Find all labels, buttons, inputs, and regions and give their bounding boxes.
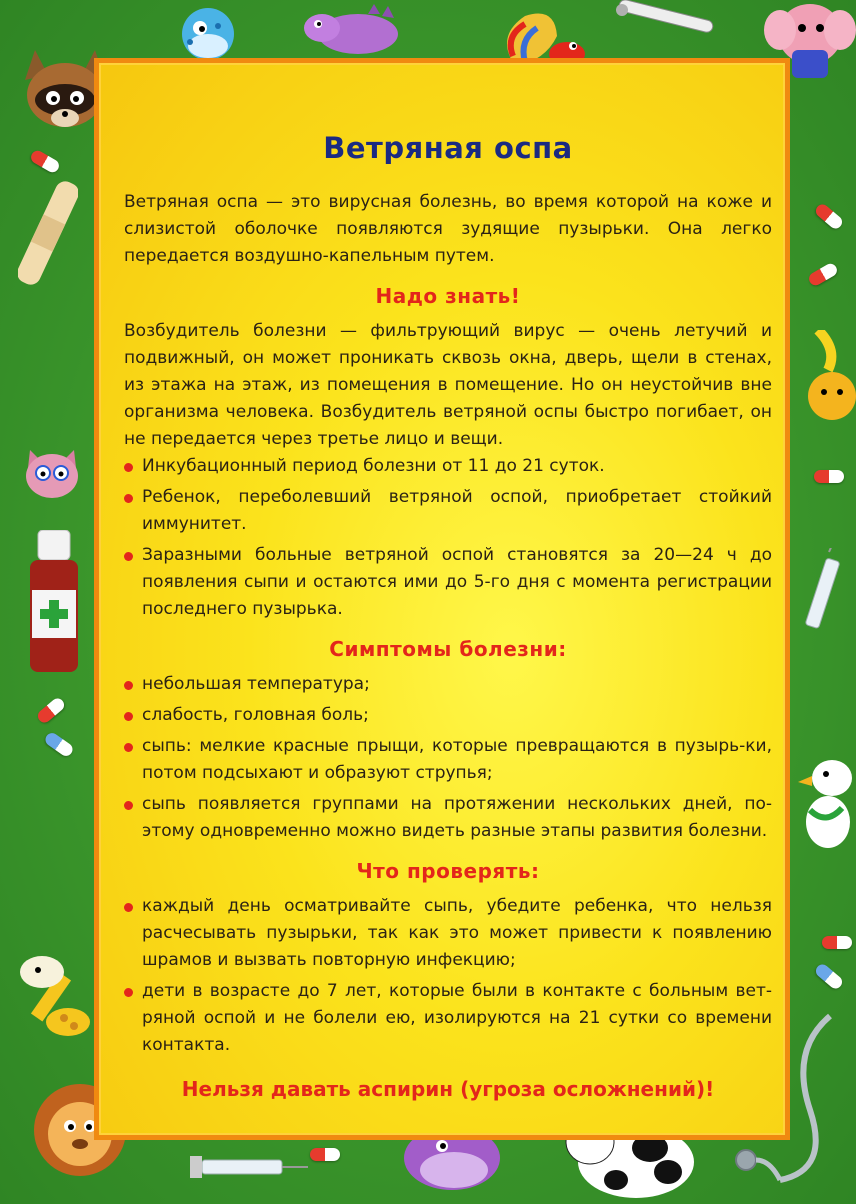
list-item: Заразными больные ветряной оспой становятся за 20—24 ч до появления сыпи и остаются ими до 5-го дня с момента регистрации последнего пузырька. bbox=[124, 542, 772, 623]
symptoms-list bbox=[124, 671, 772, 845]
cat-icon bbox=[22, 438, 82, 504]
list-item: каждый день осматривайте сыпь, убедите ребенка, что нельзя расчесывать пузырьки, так как это может привести к появлению шрамов и вызвать повторную инфекцию; bbox=[124, 893, 772, 974]
aspirin-warning: Нельзя давать аспирин (угроза осложнений)! bbox=[181, 1077, 715, 1101]
section-heading-need-to-know: Надо знать! bbox=[375, 284, 521, 308]
what-to-check-list bbox=[124, 893, 772, 1059]
pill-icon bbox=[310, 1148, 340, 1161]
list-item: слабость, головная боль; bbox=[124, 702, 772, 729]
bandage-icon bbox=[18, 178, 78, 292]
pill-icon bbox=[43, 731, 75, 759]
pill-icon bbox=[813, 202, 844, 231]
list-item: дети в возрасте до 7 лет, которые были в контакте с больным вет-ряной оспой и не болели ею, изолируются на 21 сутки со времени контакта. bbox=[124, 978, 772, 1059]
giraffe-icon bbox=[14, 952, 94, 1046]
thermometer-icon bbox=[612, 0, 722, 44]
list-item: сыпь появляется группами на протяжении нескольких дней, по-этому одновременно можно видеть разные этапы развития болезни. bbox=[124, 791, 772, 845]
list-item: небольшая температура; bbox=[124, 671, 772, 698]
medicine-bottle-icon bbox=[26, 530, 82, 678]
pill-icon bbox=[813, 962, 844, 991]
section-heading-symptoms: Симптомы болезни: bbox=[329, 637, 567, 661]
need-to-know-list bbox=[124, 453, 772, 623]
pill-icon bbox=[807, 261, 839, 287]
syringe-icon bbox=[190, 1152, 310, 1186]
info-panel bbox=[94, 58, 790, 1140]
pill-icon bbox=[29, 148, 61, 174]
pill-icon bbox=[35, 696, 66, 725]
need-to-know-text: Возбудитель болезни — фильтрующий вирус — очень летучий и подвижный, он может проникать сквозь окна, дверь, щели в стенах, из этажа на этаж, из помещения в помещение. Но он неустойчив вне организма человека. Возбудитель ветряной оспы быстро погибает, он не передается через третье лицо и вещи. bbox=[124, 321, 772, 449]
syringe-icon bbox=[796, 548, 846, 652]
list-item: сыпь: мелкие красные прыщи, которые превращаются в пузырь-ки, потом подсыхают и образуют струпья; bbox=[124, 733, 772, 787]
dinosaur-icon bbox=[298, 2, 408, 61]
section-heading-what-to-check: Что проверять: bbox=[356, 859, 540, 883]
list-item: Ребенок, переболевший ветряной оспой, приобретает стойкий иммунитет. bbox=[124, 484, 772, 538]
page-title: Ветряная оспа bbox=[323, 131, 573, 165]
panel-content bbox=[124, 131, 772, 1101]
pill-icon bbox=[822, 936, 852, 949]
fox-icon bbox=[798, 330, 856, 434]
pill-icon bbox=[814, 470, 844, 483]
intro-text: Ветряная оспа — это вирусная болезнь, во время которой на коже и слизистой оболочке появляются зудящие пузырьки. Она легко передается воздушно-капельным путем. bbox=[124, 192, 772, 266]
bird-icon bbox=[796, 756, 856, 856]
list-item: Инкубационный период болезни от 11 до 21 суток. bbox=[124, 453, 772, 480]
